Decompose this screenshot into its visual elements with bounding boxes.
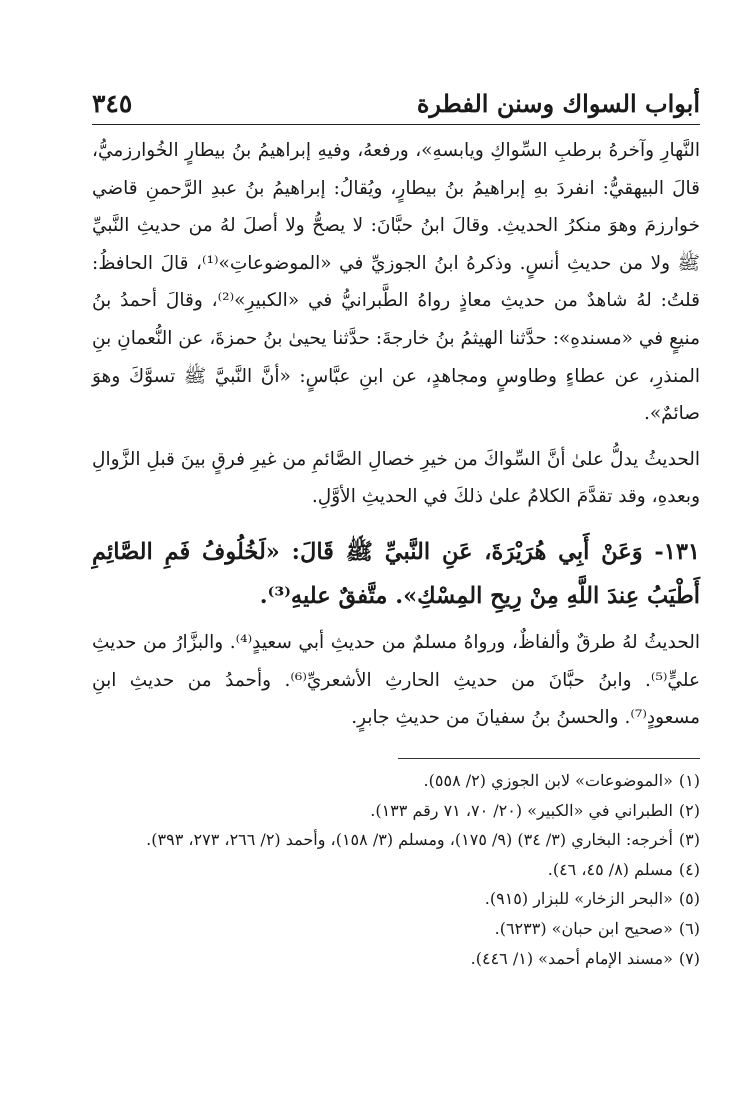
footnote-number: (٧) bbox=[678, 948, 700, 968]
footnote-text: الطبراني في «الكبير» (٢٠/ ٧٠، ٧١ رقم ١٣٣). bbox=[370, 800, 673, 820]
commentary-paragraph: النَّهارِ وآخرهُ برطبِ السِّواكِ ويابسهِ»، ورفعهُ، وفيهِ إبراهيمُ بنُ بيطارٍ الخُوارزميُّ، قالَ البيهقيُّ: انفردَ بهِ إبراهيمُ بنُ بيطارٍ، ويُقالُ: إبراهيمُ بنُ عبدِ الرَّحمنِ قاضي خوارزمَ وهوَ منكرُ الحديثِ. وقالَ ابنُ حبَّانَ: لا يصحُّ ولا أصلَ لهُ من حديثِ النَّبيِّ ﷺ ولا من حديثِ أنسٍ. وذكرهُ ابنُ الجوزيِّ في «الموضوعاتِ»⁽¹⁾، قالَ الحافظُ: قلتُ: لهُ شاهدٌ من حديثِ معاذٍ رواهُ الطَّبرانيُّ في «الكبيرِ»⁽²⁾، وقالَ أحمدُ بنُ منيعٍ في «مسندهِ»: حدَّثنا الهيثمُ بنُ خارجةَ: حدَّثنا يحيىٰ بنُ حمزةَ، عن النُّعمانِ بنِ المنذرِ، عن عطاءٍ وطاوسٍ ومجاهدٍ، عن ابنِ عبَّاسٍ: «أنَّ النَّبيَّ ﷺ تسوَّكَ وهوَ صائمٌ». bbox=[92, 140, 700, 425]
footnote-divider bbox=[398, 758, 700, 759]
footnotes bbox=[92, 766, 700, 973]
footnote bbox=[92, 766, 700, 796]
commentary-paragraph: الحديثُ يدلُّ علىٰ أنَّ السِّواكَ من خيرِ خصالِ الصَّائمِ من غيرِ فرقٍ بينَ قبلِ الزَّوالِ وبعدهِ، وقد تقدَّمَ الكلامُ علىٰ ذلكَ في الحديثِ الأوَّلِ. bbox=[92, 448, 700, 508]
footnote-text: أخرجه: البخاري (٣/ ٣٤) (٩/ ١٧٥)، ومسلم (٣/ ١٥٨)، وأحمد (٢/ ٢٦٦، ٢٧٣، ٣٩٣). bbox=[146, 830, 673, 850]
footnote bbox=[92, 855, 700, 885]
footnote-text: مسلم (٨/ ٤٥، ٤٦). bbox=[547, 859, 673, 879]
hadith-text: ١٣١- وَعَنْ أَبِي هُرَيْرَةَ، عَنِ النَّبيِّ ﷺ قَالَ: «لَخُلُوفُ فَمِ الصَّائِمِ أَطْيَبُ عِندَ اللَّهِ مِنْ رِيحِ المِسْكِ». متَّفقٌ عليهِ⁽³⁾. bbox=[92, 538, 700, 609]
footnote-number: (٥) bbox=[678, 889, 700, 909]
main-text bbox=[92, 132, 700, 737]
footnote-text: «البحر الزخار» للبزار (٩١٥). bbox=[484, 889, 673, 909]
page-number: ٣٤٥ bbox=[92, 88, 133, 118]
footnote-number: (٢) bbox=[678, 800, 700, 820]
footnote-number: (٤) bbox=[678, 859, 700, 879]
footnote bbox=[92, 944, 700, 974]
footnote-text: «الموضوعات» لابن الجوزي (٢/ ٥٥٨). bbox=[423, 771, 673, 790]
page-header bbox=[92, 84, 700, 122]
footnote-text: «صحيح ابن حبان» (٦٢٣٣). bbox=[494, 918, 673, 938]
footnote bbox=[92, 825, 700, 855]
footnote bbox=[92, 796, 700, 826]
footnote bbox=[92, 914, 700, 944]
footnote-number: (١) bbox=[678, 771, 700, 790]
footnote-number: (٦) bbox=[678, 918, 700, 938]
footnote-text: «مسند الإمام أحمد» (١/ ٤٤٦). bbox=[470, 948, 673, 968]
footnote bbox=[92, 884, 700, 914]
footnote-number: (٣) bbox=[678, 830, 700, 850]
running-title: أبواب السواك وسنن الفطرة bbox=[416, 88, 700, 118]
header-divider bbox=[92, 124, 700, 125]
commentary-paragraph: الحديثُ لهُ طرقٌ وألفاظٌ، ورواهُ مسلمٌ من حديثِ أبي سعيدٍ⁽⁴⁾. والبزَّارُ من حديثِ عليٍّ⁽⁵⁾. وابنُ حبَّانَ من حديثِ الحارثِ الأشعريِّ⁽⁶⁾. وأحمدُ من حديثِ ابنِ مسعودٍ⁽⁷⁾. والحسنُ بنُ سفيانَ من حديثِ جابرٍ. bbox=[92, 631, 700, 729]
